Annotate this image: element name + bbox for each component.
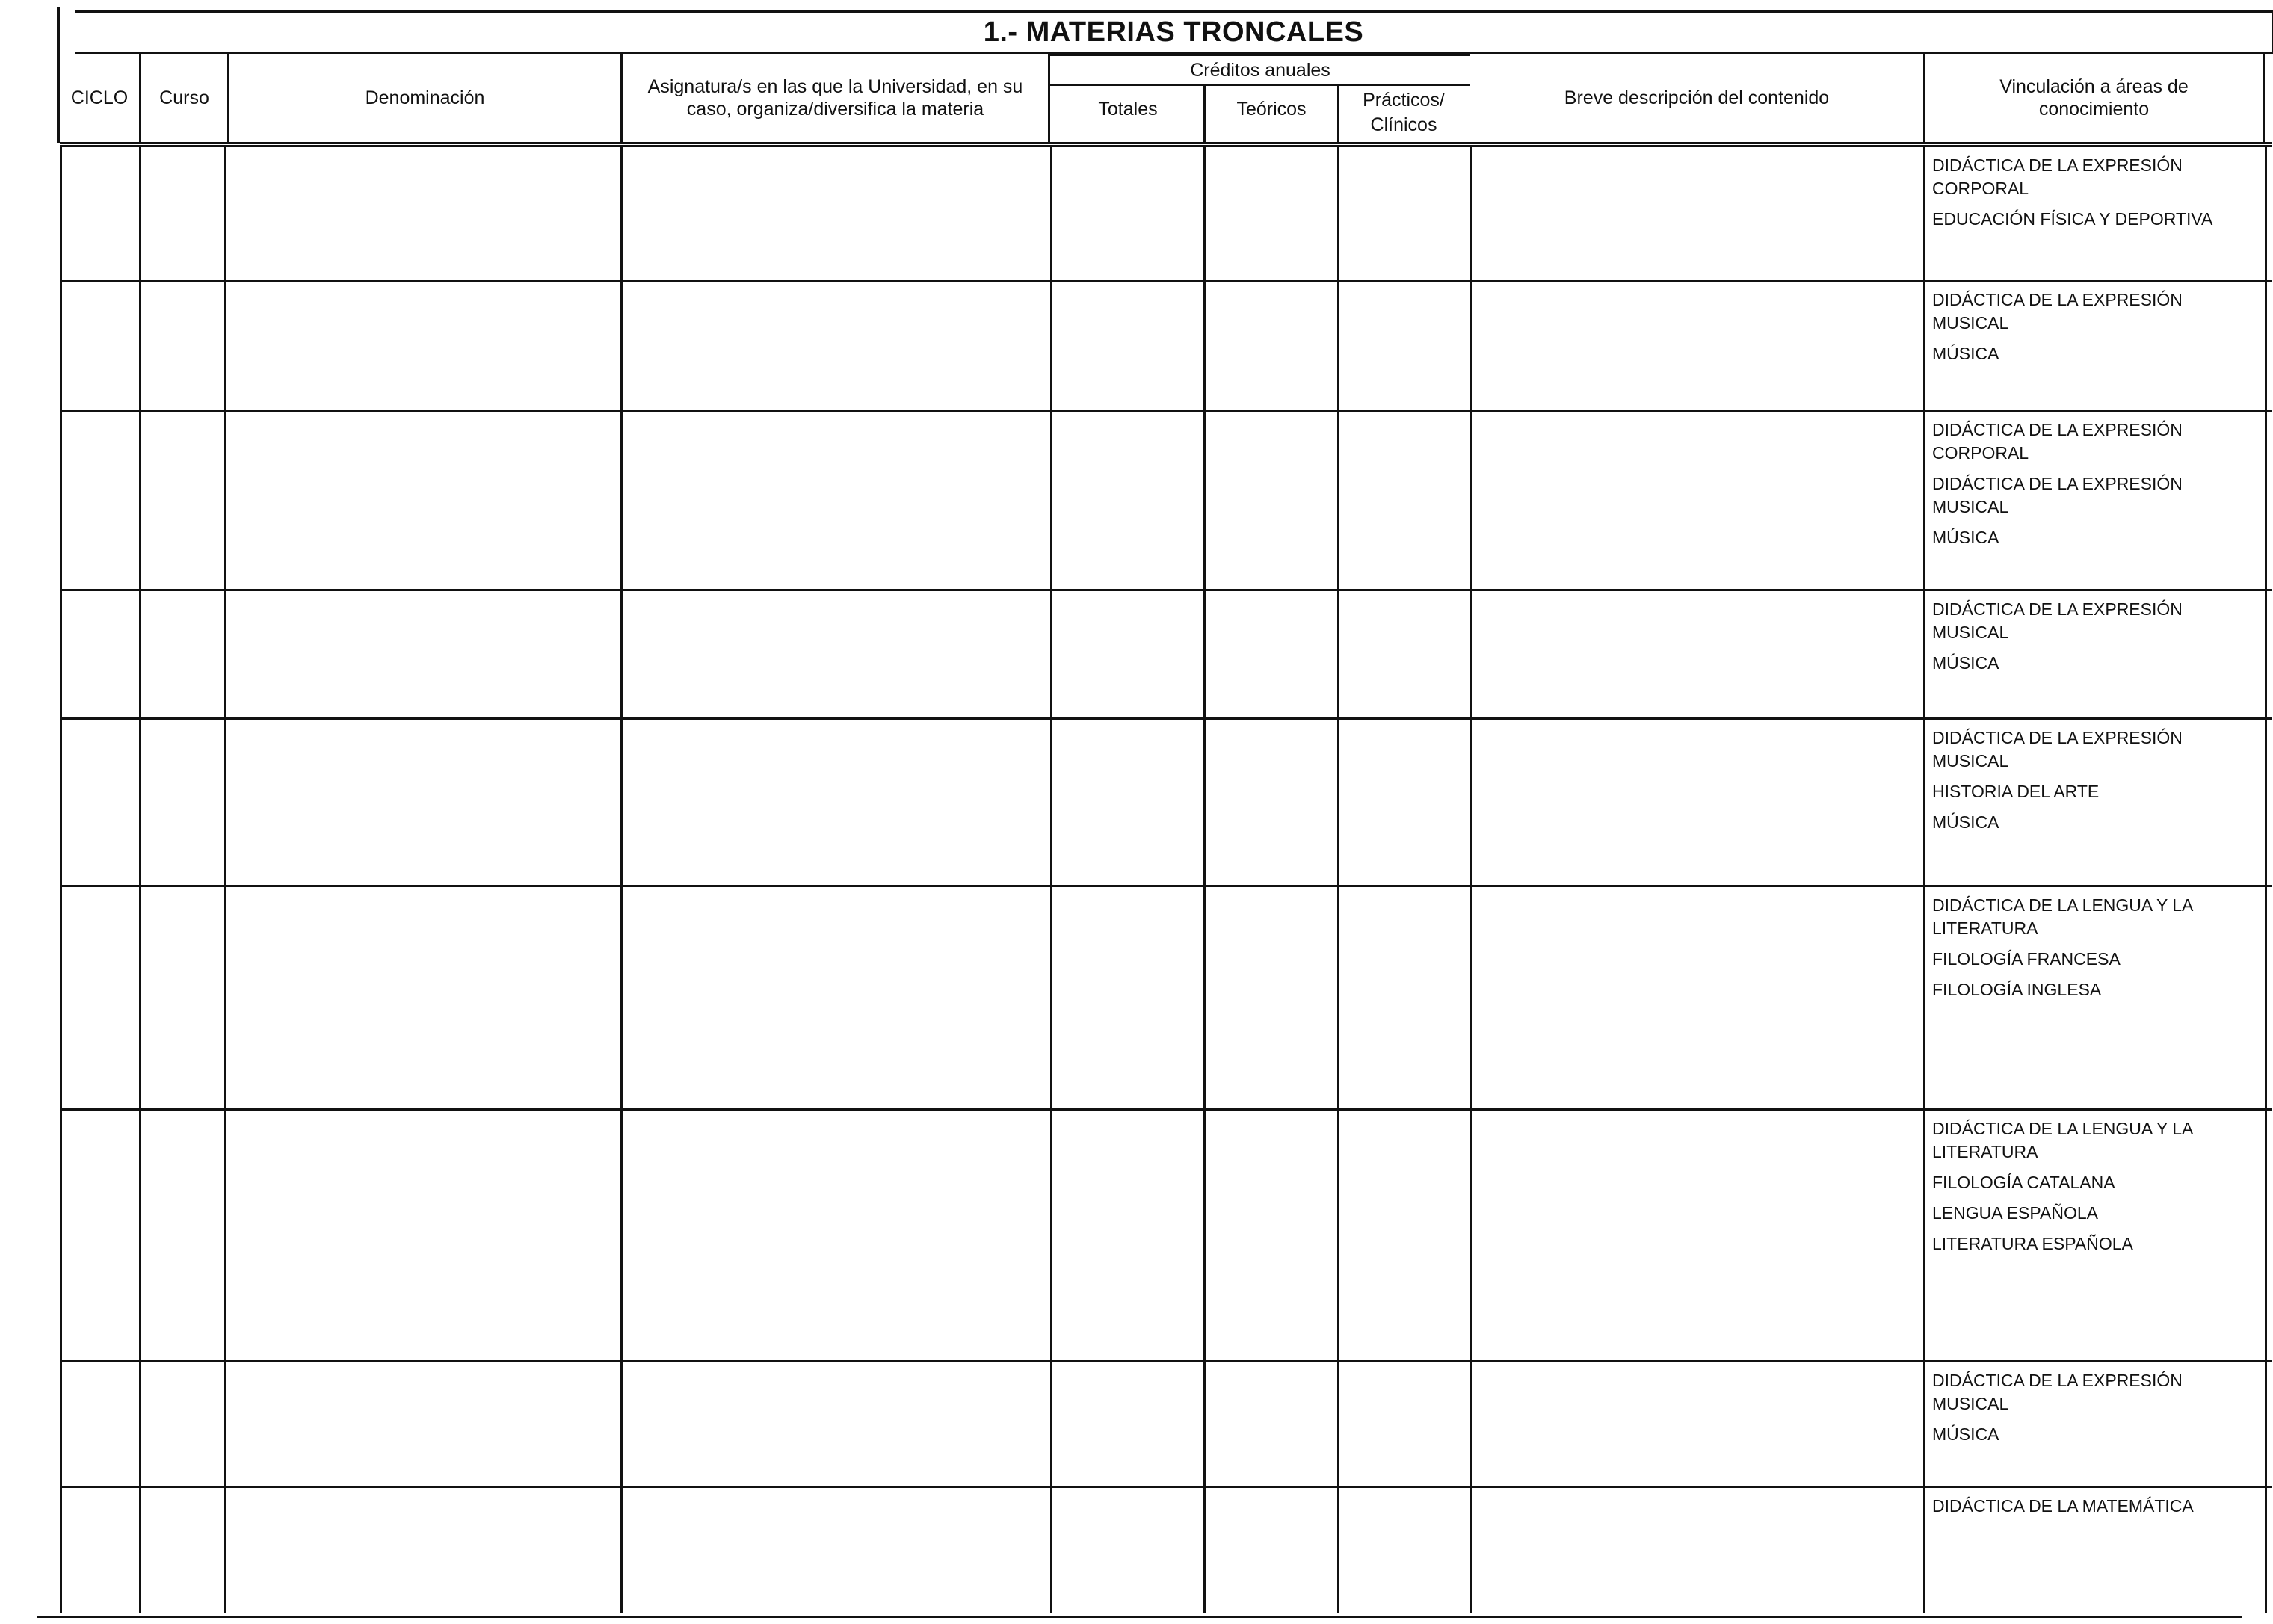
area-item: DIDÁCTICA DE LA EXPRESIÓN MUSICAL — [1932, 728, 2183, 771]
area-item: DIDÁCTICA DE LA EXPRESIÓN MUSICAL — [1932, 599, 2183, 642]
column-divider — [224, 411, 226, 590]
vinculacion-areas — [1932, 1495, 2261, 1525]
column-divider — [1337, 146, 1339, 281]
column-divider — [620, 1487, 623, 1613]
area-item: MÚSICA — [1932, 344, 1999, 363]
column-divider — [60, 1487, 62, 1613]
area-item: DIDÁCTICA DE LA LENGUA Y LA LITERATURA — [1932, 1119, 2193, 1161]
column-divider — [139, 1487, 141, 1613]
column-divider — [620, 146, 623, 281]
column-divider — [2265, 1362, 2267, 1487]
page-title: 1.- MATERIAS TRONCALES — [75, 10, 2273, 54]
column-divider — [2265, 719, 2267, 886]
column-divider — [1050, 281, 1052, 411]
vinculacion-areas — [1932, 419, 2261, 557]
column-divider — [1923, 1110, 1925, 1362]
header-denominacion: Denominación — [229, 54, 623, 142]
column-divider — [60, 1362, 62, 1487]
column-divider — [2265, 1487, 2267, 1613]
column-divider — [1203, 1110, 1206, 1362]
vinculacion-areas — [1932, 726, 2261, 842]
area-item: LITERATURA ESPAÑOLA — [1932, 1234, 2133, 1253]
column-divider — [1203, 1362, 1206, 1487]
column-divider — [1923, 281, 1925, 411]
column-divider — [139, 411, 141, 590]
header-creditos-anuales: Créditos anuales — [1190, 59, 1330, 81]
header-vinculacion: Vinculación a áreas de conocimiento — [1925, 54, 2265, 142]
area-item: FILOLOGÍA CATALANA — [1932, 1173, 2115, 1192]
column-divider — [139, 1362, 141, 1487]
header-totales: Totales — [1098, 98, 1158, 120]
column-divider — [1923, 1362, 1925, 1487]
column-divider — [1470, 719, 1472, 886]
band-rule — [60, 589, 2272, 591]
area-item: MÚSICA — [1932, 653, 1999, 673]
area-item: LENGUA ESPAÑOLA — [1932, 1203, 2098, 1223]
vinculacion-areas — [1932, 598, 2261, 682]
header-rule-creditos — [1050, 84, 1470, 86]
area-item: MÚSICA — [1932, 528, 1999, 547]
column-divider — [620, 411, 623, 590]
column-divider — [60, 281, 62, 411]
column-divider — [60, 411, 62, 590]
column-divider — [224, 590, 226, 719]
band-rule — [60, 145, 2272, 147]
column-divider — [1923, 1487, 1925, 1613]
column-divider — [620, 1362, 623, 1487]
column-divider — [620, 1110, 623, 1362]
column-divider — [1337, 1362, 1339, 1487]
column-divider — [1470, 1487, 1472, 1613]
column-divider — [1470, 590, 1472, 719]
column-divider — [1203, 146, 1206, 281]
header-teoricos: Teóricos — [1236, 98, 1307, 120]
column-divider — [224, 146, 226, 281]
area-item: DIDÁCTICA DE LA LENGUA Y LA LITERATURA — [1932, 895, 2193, 938]
area-item: HISTORIA DEL ARTE — [1932, 782, 2100, 801]
area-item: DIDÁCTICA DE LA EXPRESIÓN MUSICAL — [1932, 1371, 2183, 1413]
column-divider — [2265, 411, 2267, 590]
area-item: DIDÁCTICA DE LA EXPRESIÓN CORPORAL — [1932, 420, 2183, 463]
column-divider — [1470, 1110, 1472, 1362]
column-divider — [1050, 146, 1052, 281]
vinculacion-areas — [1932, 1117, 2261, 1263]
column-divider — [1337, 411, 1339, 590]
area-item: FILOLOGÍA INGLESA — [1932, 980, 2102, 999]
vinculacion-areas — [1932, 154, 2261, 238]
area-item: EDUCACIÓN FÍSICA Y DEPORTIVA — [1932, 209, 2213, 229]
table-bottom-rule — [37, 1616, 2242, 1618]
band-rule — [60, 280, 2272, 282]
column-divider — [1203, 590, 1206, 719]
column-divider — [2265, 590, 2267, 719]
header-descripcion: Breve descripción del contenido — [1470, 54, 1925, 142]
column-divider — [1337, 719, 1339, 886]
area-item: DIDÁCTICA DE LA MATEMÁTICA — [1932, 1496, 2194, 1516]
column-divider — [1050, 1487, 1052, 1613]
column-divider — [224, 281, 226, 411]
column-divider — [224, 719, 226, 886]
column-divider — [139, 886, 141, 1110]
column-divider — [1923, 146, 1925, 281]
column-divider — [1923, 411, 1925, 590]
column-divider — [2265, 146, 2267, 281]
column-divider — [139, 281, 141, 411]
column-divider — [224, 886, 226, 1110]
header-practicos: Prácticos/ Clínicos — [1363, 90, 1445, 135]
column-divider — [139, 146, 141, 281]
column-divider — [224, 1362, 226, 1487]
header-rule-top — [1050, 54, 1470, 56]
column-divider — [1050, 886, 1052, 1110]
column-divider — [1203, 1487, 1206, 1613]
column-divider — [1050, 1362, 1052, 1487]
column-divider — [1923, 719, 1925, 886]
column-divider — [1050, 411, 1052, 590]
column-divider — [2265, 281, 2267, 411]
vinculacion-areas — [1932, 894, 2261, 1009]
column-divider — [1050, 719, 1052, 886]
column-divider — [1203, 886, 1206, 1110]
area-item: DIDÁCTICA DE LA EXPRESIÓN MUSICAL — [1932, 290, 2183, 333]
column-divider — [2265, 1110, 2267, 1362]
column-divider — [1203, 411, 1206, 590]
column-divider — [620, 281, 623, 411]
band-rule — [60, 1486, 2272, 1488]
header-curso: Curso — [141, 54, 229, 142]
column-divider — [1470, 886, 1472, 1110]
area-item: MÚSICA — [1932, 1424, 1999, 1444]
band-rule — [60, 1108, 2272, 1111]
column-divider — [1337, 1110, 1339, 1362]
column-divider — [1470, 411, 1472, 590]
column-divider — [1337, 590, 1339, 719]
area-item: DIDÁCTICA DE LA EXPRESIÓN MUSICAL — [1932, 474, 2183, 516]
band-rule — [60, 1360, 2272, 1362]
band-rule — [60, 717, 2272, 720]
column-divider — [1337, 886, 1339, 1110]
vinculacion-areas — [1932, 1369, 2261, 1454]
column-divider — [1203, 281, 1206, 411]
header-ciclo: CICLO — [60, 54, 141, 142]
band-rule — [60, 885, 2272, 887]
area-item: MÚSICA — [1932, 812, 1999, 832]
column-divider — [620, 886, 623, 1110]
header-rule-bottom — [60, 142, 2272, 144]
column-divider — [60, 590, 62, 719]
header-divider-1 — [1203, 85, 1206, 142]
column-divider — [60, 886, 62, 1110]
column-divider — [224, 1110, 226, 1362]
column-divider — [1470, 146, 1472, 281]
vinculacion-areas — [1932, 288, 2261, 373]
column-divider — [1203, 719, 1206, 886]
column-divider — [620, 590, 623, 719]
band-rule — [60, 410, 2272, 412]
column-divider — [139, 1110, 141, 1362]
column-divider — [60, 146, 62, 281]
header-divider-2 — [1337, 85, 1339, 142]
header-asignaturas: Asignatura/s en las que la Universidad, en su caso, organiza/diversifica la materia — [623, 54, 1050, 142]
column-divider — [2265, 886, 2267, 1110]
column-divider — [1923, 886, 1925, 1110]
column-divider — [620, 719, 623, 886]
column-divider — [224, 1487, 226, 1613]
column-divider — [1337, 281, 1339, 411]
column-divider — [1050, 590, 1052, 719]
column-divider — [1337, 1487, 1339, 1613]
area-item: FILOLOGÍA FRANCESA — [1932, 949, 2121, 969]
column-divider — [1470, 1362, 1472, 1487]
column-divider — [139, 590, 141, 719]
column-divider — [1470, 281, 1472, 411]
column-divider — [139, 719, 141, 886]
column-divider — [1923, 590, 1925, 719]
area-item: DIDÁCTICA DE LA EXPRESIÓN CORPORAL — [1932, 155, 2183, 198]
column-divider — [60, 719, 62, 886]
column-divider — [60, 1110, 62, 1362]
column-divider — [1050, 1110, 1052, 1362]
